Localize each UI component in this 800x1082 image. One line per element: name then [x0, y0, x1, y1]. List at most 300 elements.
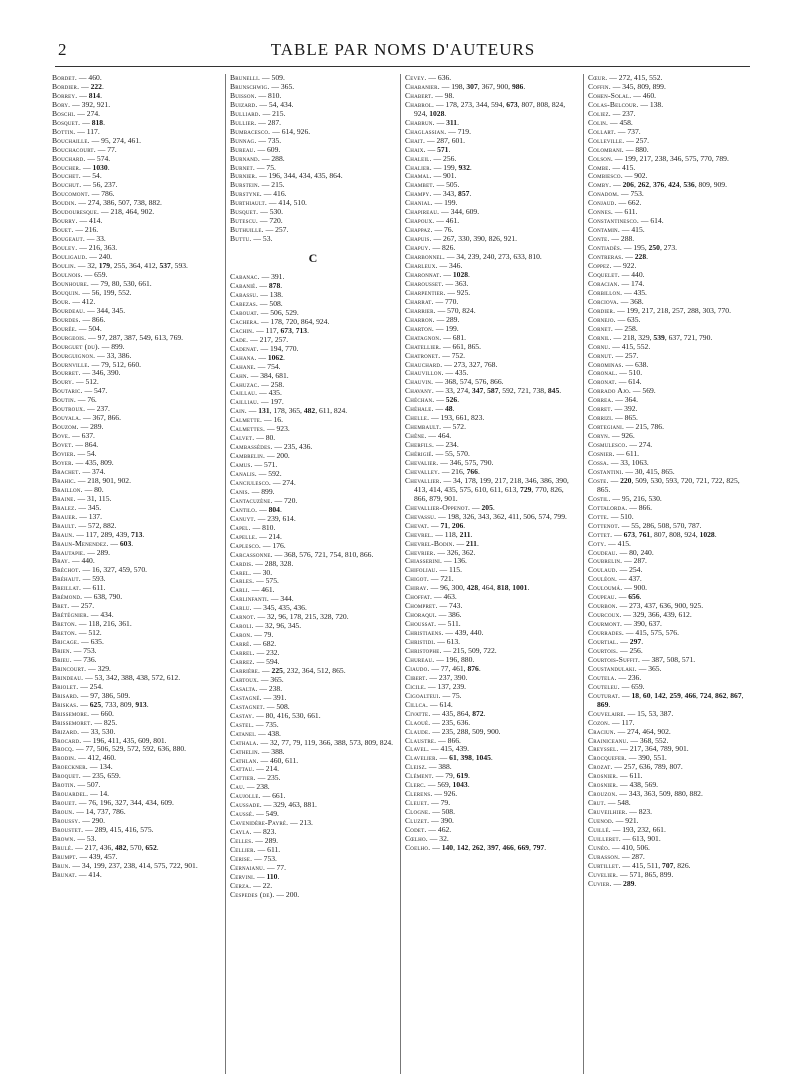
- page-ref: 570: [130, 842, 142, 852]
- index-entry: Bordier. — 222.: [52, 81, 104, 91]
- column-divider: [400, 74, 401, 1074]
- page-ref: 882: [689, 789, 701, 799]
- author-name: Contiadès.: [588, 243, 622, 253]
- index-entry: Boudin. — 274, 386, 507, 738, 882.: [52, 198, 162, 208]
- page-ref: 54: [92, 171, 100, 181]
- author-name: Canalis.: [230, 469, 257, 479]
- author-name: Boutin.: [52, 395, 76, 405]
- page-ref: 435: [633, 287, 646, 297]
- page-ref: 924: [684, 529, 696, 539]
- page-ref: 899: [652, 81, 664, 91]
- index-entry: Crozat. — 257, 636, 789, 807.: [588, 762, 683, 772]
- author-name: Brindeau.: [52, 672, 84, 682]
- page-ref: 438: [136, 672, 148, 682]
- page-ref: 613: [154, 332, 166, 342]
- index-entry: Bouchaille. — 95, 274, 461.: [52, 135, 142, 145]
- author-name: Christidi.: [405, 637, 436, 647]
- index-entry: Correa. — 364.: [588, 395, 638, 405]
- author-name: Cibert.: [405, 672, 428, 682]
- page-ref: 95: [101, 135, 109, 145]
- page-ref: 720: [269, 216, 281, 226]
- author-name: Casalta.: [230, 683, 258, 693]
- author-name: Courmont.: [588, 619, 623, 629]
- page-ref: 328: [279, 558, 292, 568]
- index-entry: Carlu. — 345, 435, 436.: [230, 603, 307, 613]
- page-ref: 926: [621, 431, 633, 441]
- page-ref: 274: [87, 198, 100, 208]
- index-column-3: [405, 74, 577, 1074]
- page-ref: 790: [698, 332, 711, 342]
- page-ref: 611: [626, 449, 638, 459]
- page-ref: 327: [468, 359, 481, 369]
- index-entry: Bréhaut. — 593.: [52, 574, 106, 584]
- author-name: Comby.: [588, 180, 612, 190]
- author-name: Boutaric.: [52, 386, 83, 396]
- index-entry: Boulnois. — 659.: [52, 269, 108, 279]
- page-ref: 536: [683, 180, 695, 190]
- index-entry: Cahana. — 1062.: [230, 352, 285, 362]
- page-ref: 876: [467, 663, 479, 673]
- index-entry: Chaglassian. — 719.: [405, 126, 471, 136]
- author-name: Cahane.: [230, 361, 256, 371]
- page-ref: 899: [111, 341, 123, 351]
- author-name: Claustre.: [405, 735, 437, 745]
- page-ref: 662: [627, 198, 640, 208]
- index-entry: Briolet. — 254.: [52, 681, 104, 691]
- page-ref: 273: [460, 99, 473, 109]
- index-entry: Boucomont. — 786.: [52, 189, 115, 199]
- index-entry: Combe. — 415.: [588, 162, 636, 172]
- page-title: TABLE PAR NOMS D'AUTEURS: [270, 40, 536, 59]
- author-name: Cœlho.: [405, 834, 428, 844]
- page-ref: 178: [445, 99, 457, 109]
- author-name: Claude.: [405, 726, 431, 736]
- author-name: Combe.: [588, 162, 611, 172]
- index-entry: Carrière. — 225, 232, 364, 512, 865.: [230, 666, 346, 675]
- page-ref: 196: [92, 735, 105, 745]
- page-ref: 412: [81, 296, 94, 306]
- index-entry: Ciaudo. — 77, 461, 876.: [405, 663, 481, 673]
- index-entry: Cathala. — 32, 77, 79, 119, 366, 388, 573, 809, 824.: [230, 737, 394, 747]
- author-name: Cavenidère-Payré.: [230, 818, 289, 828]
- author-name: Cosmulesco.: [588, 440, 628, 450]
- index-entry: Breton. — 118, 216, 361.: [52, 619, 132, 629]
- page-ref: 345: [111, 305, 124, 315]
- page-header: [58, 40, 748, 64]
- author-name: Chelle.: [405, 413, 430, 423]
- author-name: Cerise.: [230, 854, 253, 864]
- author-name: Carrez.: [230, 657, 255, 667]
- author-name: Coppez.: [588, 261, 612, 271]
- page-ref: 415: [646, 466, 658, 476]
- page-ref: 438: [629, 780, 641, 790]
- page-ref: 790: [108, 592, 121, 602]
- page-ref: 463: [443, 592, 455, 602]
- index-entry: Bour. — 412.: [52, 296, 96, 306]
- author-name: Brault.: [52, 520, 77, 530]
- index-entry: Bovier. — 54.: [52, 449, 97, 459]
- author-name: Brémond.: [52, 592, 83, 602]
- page-ref: 571: [437, 144, 449, 154]
- author-name: Curasson.: [588, 851, 621, 861]
- page-ref: 345: [622, 81, 634, 91]
- author-name: Capel.: [230, 522, 251, 532]
- author-name: Bralez.: [52, 502, 77, 512]
- page-ref: 434: [280, 99, 292, 109]
- page-ref: 115: [448, 565, 461, 575]
- author-name: Coryn.: [588, 431, 611, 441]
- author-name: Charonnat.: [405, 269, 442, 279]
- page-ref: 866: [360, 549, 372, 559]
- author-name: Couléon.: [588, 574, 618, 584]
- author-name: Cambassèdes.: [230, 442, 273, 452]
- page-ref: 509: [472, 726, 484, 736]
- page-ref: 206: [622, 180, 634, 190]
- index-entry: Coutela. — 236.: [588, 672, 642, 682]
- page-ref: 287: [267, 117, 280, 127]
- page-ref: 770: [717, 305, 730, 315]
- page-ref: 361: [118, 619, 130, 629]
- index-entry: Cabouat. — 506, 529.: [230, 307, 299, 317]
- page-ref: 681: [452, 332, 465, 342]
- index-entry: Cattau. — 214.: [230, 764, 280, 774]
- author-name: Cespedes (de).: [230, 889, 275, 899]
- page-ref: 14: [85, 807, 94, 817]
- index-entry: Christiaens. — 439, 440.: [405, 628, 484, 638]
- index-entry: Charpentier. — 925.: [405, 287, 471, 297]
- page-ref: 530: [650, 475, 662, 485]
- author-name: Cernaianu.: [230, 862, 266, 872]
- page-ref: 300: [451, 583, 463, 593]
- index-entry: Cernaianu. — 77.: [230, 862, 286, 872]
- page-ref: 865: [624, 413, 637, 423]
- page-ref: 506: [523, 511, 535, 521]
- author-name: Courtois-Suffit.: [588, 654, 641, 664]
- index-entry: Bovet. — 864.: [52, 440, 99, 450]
- page-ref: 178: [289, 612, 302, 622]
- page-ref: 199: [479, 475, 491, 485]
- author-name: Chalier.: [405, 162, 432, 172]
- page-ref: 570: [447, 305, 459, 315]
- page-ref: 529: [285, 307, 297, 317]
- page-ref: 434: [145, 798, 157, 808]
- author-name: Chevallier-Oppenot.: [405, 502, 471, 512]
- page-ref: 826: [677, 860, 689, 870]
- index-entry: Cayla. — 823.: [230, 827, 277, 837]
- page-ref: 289: [90, 422, 102, 432]
- author-name: Breton.: [52, 619, 77, 629]
- author-name: Braun-Menendez.: [52, 538, 109, 548]
- index-entry: Coubrelin. — 287.: [588, 556, 647, 566]
- page-ref: 115: [98, 493, 110, 503]
- index-entry: Brémond. — 638, 790.: [52, 592, 123, 602]
- page-ref: 592: [502, 386, 514, 396]
- page-ref: 720: [335, 612, 347, 622]
- page-ref: 574: [538, 511, 550, 521]
- page-ref: 510: [620, 511, 632, 521]
- index-entry: Codet. — 462.: [405, 825, 452, 835]
- page-ref: 573: [349, 737, 361, 747]
- index-entry: Coty. — 415.: [588, 538, 631, 548]
- page-ref: 33: [106, 350, 115, 360]
- page-ref: 857: [458, 189, 470, 199]
- index-entry: Canalis. — 592.: [230, 469, 282, 479]
- page-ref: 274: [86, 108, 99, 118]
- page-ref: 439: [455, 744, 468, 754]
- page-ref: 414: [88, 869, 100, 879]
- page-ref: 274: [112, 135, 124, 145]
- page-ref: 922: [623, 261, 635, 271]
- page-ref: 61: [449, 753, 457, 763]
- page-ref: 1045: [475, 753, 491, 763]
- page-ref: 225: [271, 666, 283, 675]
- author-name: Brissemoret.: [52, 717, 93, 727]
- page-ref: 611: [624, 207, 636, 217]
- author-name: Bour.: [52, 296, 71, 306]
- author-name: Coty.: [588, 538, 607, 548]
- page-ref: 789: [654, 762, 666, 772]
- index-entry: Chevat. — 71, 206.: [405, 520, 466, 530]
- page-ref: 218: [110, 207, 122, 217]
- author-name: Bumbacesco.: [230, 126, 271, 136]
- index-entry: Cruveilhier. — 823.: [588, 807, 653, 817]
- page-ref: 137: [88, 511, 101, 521]
- page-ref: 215: [635, 422, 647, 432]
- page-ref: 866: [107, 413, 120, 423]
- page-ref: 257: [275, 225, 287, 235]
- index-entry: Cossa. — 33, 1063.: [588, 457, 649, 467]
- page-ref: 753: [630, 189, 642, 199]
- page-ref: 458: [619, 117, 631, 127]
- index-entry: Cantilo. — 804.: [230, 504, 282, 514]
- index-entry: Bouchet. — 54.: [52, 171, 102, 181]
- page-ref: 754: [267, 361, 279, 371]
- page-ref: 216: [84, 225, 97, 235]
- page-ref: 235: [92, 771, 104, 781]
- index-entry: Corrizi. — 865.: [588, 413, 638, 423]
- page-ref: 636: [659, 601, 671, 611]
- page-ref: 572: [151, 672, 163, 682]
- page-ref: 75: [452, 690, 460, 700]
- index-entry: Brouet. — 76, 196, 327, 344, 434, 609.: [52, 798, 174, 808]
- page-ref: 53: [86, 834, 95, 844]
- page-ref: 416: [125, 825, 137, 835]
- page-ref: 864: [84, 440, 97, 450]
- author-name: Christiaens.: [405, 628, 444, 638]
- page-ref: 766: [466, 466, 478, 476]
- author-name: Corrizi.: [588, 413, 614, 423]
- author-name: Chabrol.: [405, 99, 435, 109]
- page-ref: 1063: [631, 457, 647, 467]
- index-entry: Brisard. — 97, 386, 509.: [52, 690, 131, 700]
- page-ref: 234: [445, 440, 457, 450]
- index-entry: Bounhoure. — 79, 80, 530, 661.: [52, 278, 152, 288]
- page-ref: 215: [271, 180, 283, 190]
- author-name: Brunelli.: [230, 74, 261, 82]
- index-entry: Bouyala. — 367, 866.: [52, 413, 121, 423]
- page-ref: 368: [639, 735, 652, 745]
- author-name: Civatte.: [405, 708, 431, 718]
- page-ref: 439: [454, 628, 467, 638]
- index-entry: Burthiault. — 414, 510.: [230, 198, 307, 208]
- page-ref: 880: [460, 654, 473, 664]
- page-ref: 366: [319, 737, 331, 747]
- page-ref: 661: [307, 710, 319, 720]
- page-ref: 901: [184, 860, 196, 870]
- index-entry: Cabassu. — 138.: [230, 289, 283, 299]
- page-ref: 142: [654, 690, 666, 700]
- index-entry: Chamal. — 901.: [405, 171, 457, 181]
- page-ref: 391: [271, 272, 283, 282]
- page-ref: 552: [636, 341, 649, 351]
- author-name: Colombani.: [588, 144, 624, 154]
- page-ref: 297: [629, 637, 642, 647]
- page-ref: 661: [652, 825, 664, 835]
- page-ref: 823: [262, 827, 275, 837]
- page-ref: 865: [467, 341, 480, 351]
- page-ref: 390: [638, 753, 650, 763]
- page-ref: 256: [443, 153, 455, 163]
- index-entry: Cornet. — 258.: [588, 323, 638, 333]
- page-ref: 508: [441, 807, 454, 817]
- index-entry: Constantinesco. — 614.: [588, 216, 664, 226]
- author-name: Bulliard.: [230, 108, 261, 118]
- index-entry: Boschi. — 274.: [52, 108, 101, 118]
- author-name: Cuillé.: [588, 825, 611, 835]
- page-ref: 79: [100, 278, 109, 288]
- index-entry: Cabanié. — 878.: [230, 281, 283, 291]
- index-entry: Cathelin. — 388.: [230, 746, 285, 756]
- author-name: Calmette.: [230, 415, 263, 425]
- page-ref: 611: [285, 755, 297, 765]
- author-name: Chaix.: [405, 144, 426, 154]
- index-entry: Cleisz. — 388.: [405, 762, 452, 772]
- index-entry: Bottin. — 117.: [52, 126, 100, 136]
- author-name: Cattau.: [230, 764, 255, 774]
- index-entry: Clavel. — 415, 439.: [405, 744, 469, 754]
- author-name: Cottet.: [588, 529, 613, 539]
- index-entry: Colin. — 458.: [588, 117, 633, 127]
- author-name: Brétégnier.: [52, 610, 89, 620]
- column-divider: [583, 74, 584, 1074]
- author-name: Bouquin.: [52, 287, 81, 297]
- page-ref: 660: [100, 708, 113, 718]
- page-ref: 232: [266, 648, 278, 658]
- index-entry: Costantini. — 30, 415, 865.: [588, 466, 675, 476]
- index-entry: Bourdes. — 866.: [52, 314, 106, 324]
- page-ref: 660: [127, 359, 140, 369]
- index-entry: Chifoliau. — 115.: [405, 565, 462, 575]
- author-name: Calmettes.: [230, 424, 266, 434]
- index-entry: Chevallier-Oppenot. — 205.: [405, 502, 495, 512]
- index-entry: Buisson. — 810.: [230, 90, 282, 100]
- index-entry: Burnier. — 196, 344, 434, 435, 864.: [230, 171, 343, 181]
- author-name: Boucher.: [52, 162, 82, 172]
- author-name: Cailliau.: [230, 397, 260, 407]
- author-name: Cornil.: [588, 332, 612, 342]
- page-ref: 511: [647, 860, 659, 870]
- author-name: Bourret.: [52, 368, 81, 378]
- index-entry: Bourguet (du). — 899.: [52, 341, 125, 351]
- page-ref: 530: [269, 207, 282, 217]
- page-ref: 79: [263, 630, 272, 640]
- page-ref: 365: [648, 663, 660, 673]
- page-ref: 343: [628, 789, 641, 799]
- index-entry: Brulé. — 217, 436, 482, 570, 652.: [52, 842, 159, 852]
- index-entry: Chapireau. — 344, 609.: [405, 207, 480, 217]
- page-ref: 134: [99, 762, 111, 772]
- index-entry: Brizard. — 33, 530.: [52, 726, 116, 736]
- author-name: Breton.: [52, 628, 77, 638]
- author-name: Coelho.: [405, 842, 431, 852]
- author-name: Cantacuzène.: [230, 495, 273, 505]
- author-name: Buisson.: [230, 90, 257, 100]
- author-name: Cabouat.: [230, 307, 259, 317]
- page-ref: 673: [280, 325, 292, 335]
- author-name: Chatronet.: [405, 350, 441, 360]
- page-ref: 77: [281, 737, 289, 747]
- page-ref: 882: [103, 520, 115, 530]
- author-name: Chevat.: [405, 520, 430, 530]
- index-entry: Briskas. — 625, 733, 809, 913.: [52, 699, 149, 709]
- index-entry: Colson. — 199, 217, 238, 346, 575, 770, 789.: [588, 153, 729, 163]
- page-ref: 932: [458, 162, 470, 172]
- page-ref: 460: [102, 753, 115, 763]
- author-name: Boschi.: [52, 108, 76, 118]
- page-ref: 511: [447, 619, 459, 629]
- page-ref: 899: [659, 869, 672, 879]
- author-name: Bouchet.: [52, 171, 81, 181]
- page-ref: 345: [87, 502, 100, 512]
- page-ref: 416: [276, 710, 289, 720]
- page-ref: 387: [651, 654, 663, 664]
- index-entry: Boury. — 512.: [52, 377, 99, 387]
- index-entry: Bourret. — 346, 390.: [52, 368, 121, 378]
- author-name: Cellier.: [230, 845, 256, 855]
- author-name: Cotte.: [588, 511, 609, 521]
- index-entry: Corominas. — 638.: [588, 359, 649, 369]
- page-ref: 720: [285, 316, 298, 326]
- author-name: Cottenot.: [588, 520, 620, 530]
- author-name: Chauvillon.: [405, 368, 444, 378]
- page-ref: 636: [639, 762, 651, 772]
- page-ref: 238: [123, 860, 136, 870]
- page-ref: 388: [334, 737, 346, 747]
- page-ref: 119: [304, 737, 316, 747]
- page-ref: 346: [449, 457, 462, 467]
- page-ref: 437: [644, 601, 656, 611]
- page-ref: 507: [118, 198, 130, 208]
- page-ref: 77: [440, 663, 449, 673]
- author-name: Chevrel.: [405, 529, 434, 539]
- page-ref: 722: [483, 646, 495, 655]
- index-entry: Brocard. — 196, 411, 435, 609, 801.: [52, 735, 167, 745]
- page-ref: 237: [108, 860, 120, 870]
- page-ref: 346: [525, 475, 537, 485]
- index-entry: Cohen-Solal. — 460.: [588, 90, 657, 100]
- index-entry: Carli. — 461.: [230, 585, 275, 595]
- page-ref: 738: [532, 386, 545, 396]
- page-ref: 179: [98, 261, 111, 271]
- page-ref: 218: [509, 475, 522, 485]
- page-ref: 810: [268, 90, 280, 100]
- page-ref: 466: [684, 690, 697, 700]
- author-name: Cayla.: [230, 827, 252, 837]
- author-name: Carrel.: [230, 648, 255, 658]
- author-name: Cœur.: [588, 74, 608, 82]
- index-entry: Costil. — 95, 216, 530.: [588, 493, 662, 503]
- author-name: Boucomont.: [52, 189, 90, 199]
